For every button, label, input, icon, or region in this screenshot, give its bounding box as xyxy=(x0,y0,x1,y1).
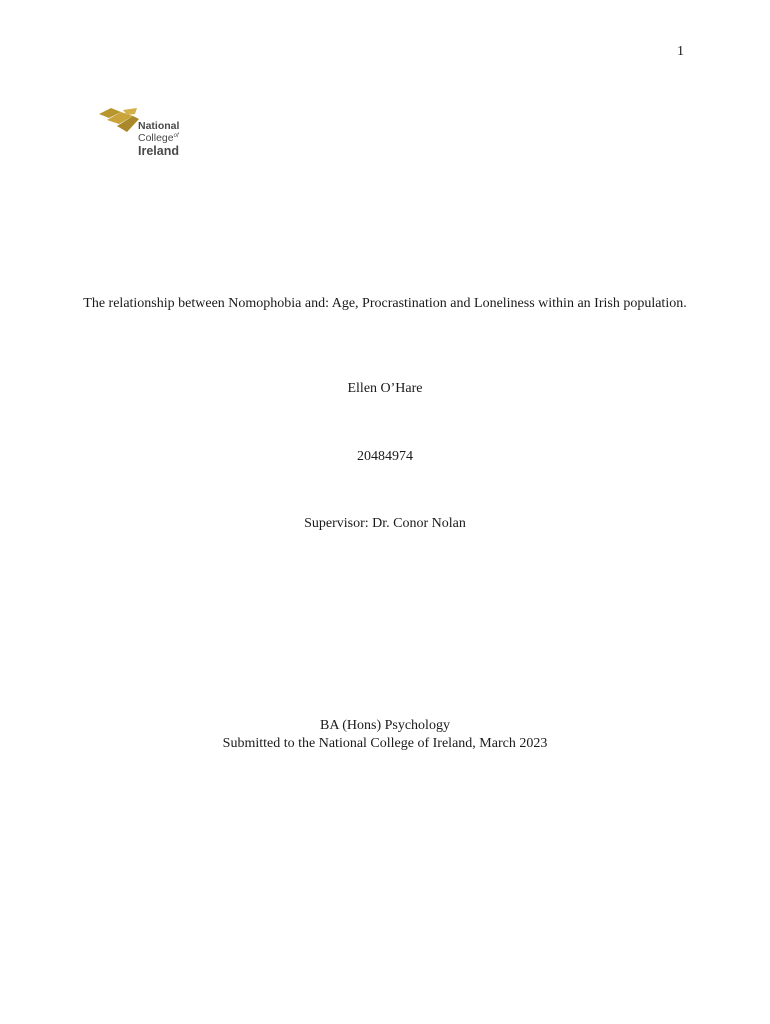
college-logo-text xyxy=(138,121,179,159)
logo-line-ireland: Ireland xyxy=(138,144,179,158)
college-logo xyxy=(97,106,197,162)
author-name: Ellen O’Hare xyxy=(347,381,423,396)
degree: BA (Hons) Psychology xyxy=(320,718,450,733)
thesis-title: The relationship between Nomophobia and: Age, Procrastination and Loneliness within an Irish population. xyxy=(83,296,687,311)
page-number: 1 xyxy=(677,44,684,59)
logo-line-national: National xyxy=(138,120,180,132)
submission-statement: Submitted to the National College of Ireland, March 2023 xyxy=(222,736,548,751)
logo-line-college: College$^{of}$ xyxy=(138,132,179,144)
college-logo-mark-icon xyxy=(97,106,141,136)
supervisor: Supervisor: Dr. Conor Nolan xyxy=(304,516,466,531)
student-id: 20484974 xyxy=(357,449,413,464)
